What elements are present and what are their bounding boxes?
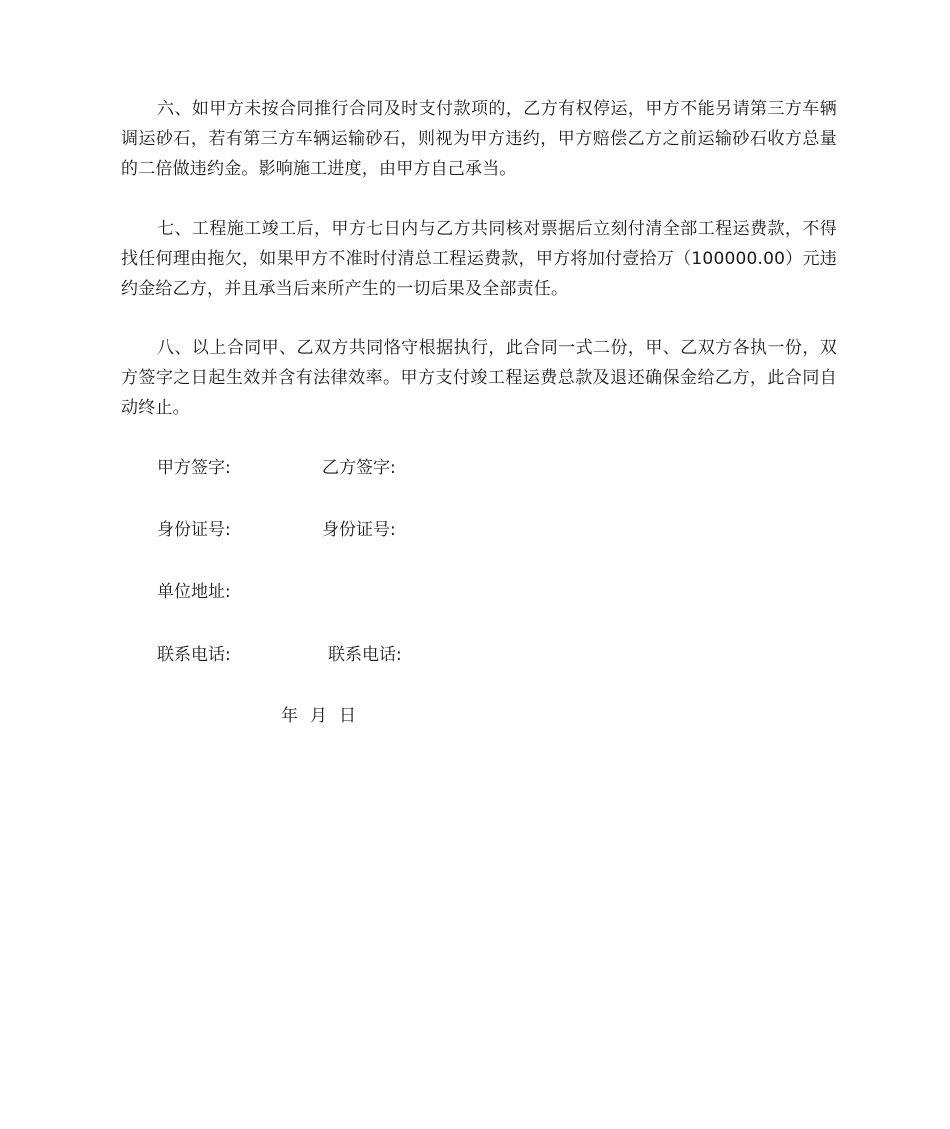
- party-a-signature-label: 甲方签字:: [157, 458, 231, 478]
- party-a-phone-label: 联系电话:: [157, 645, 231, 665]
- clause-six-paragraph: 六、如甲方未按合同推行合同及时支付款项的，乙方有权停运，甲方不能另请第三方车辆调运砂石，若有第三方车辆运输砂石，则视为甲方违约，甲方赔偿乙方之前运输砂石收方总量的二倍做违约金。影响施工进度，由甲方自己承当。: [121, 99, 837, 179]
- party-a-address-label: 单位地址:: [157, 582, 231, 602]
- party-b-id-label: 身份证号:: [322, 520, 396, 540]
- clause-eight-paragraph: 八、以上合同甲、乙双方共同恪守根据执行，此合同一式二份，甲、乙双方各执一份，双方签字之日起生效并含有法律效率。甲方支付竣工程运费总款及退还确保金给乙方，此合同自动终止。: [121, 338, 837, 418]
- clause-seven-paragraph: 七、工程施工竣工后，甲方七日内与乙方共同核对票据后立刻付清全部工程运费款，不得找任何理由拖欠，如果甲方不准时付清总工程运费款，甲方将加付壹拾万（100000.00）元违约金给乙方，并且承当后来所产生的一切后果及全部责任。: [121, 219, 837, 299]
- party-b-signature-label: 乙方签字:: [322, 458, 396, 478]
- party-a-id-label: 身份证号:: [157, 520, 231, 540]
- date-month-label: 月: [310, 706, 327, 726]
- date-year-label: 年: [281, 706, 298, 726]
- party-b-phone-label: 联系电话:: [328, 645, 402, 665]
- date-day-label: 日: [339, 706, 356, 726]
